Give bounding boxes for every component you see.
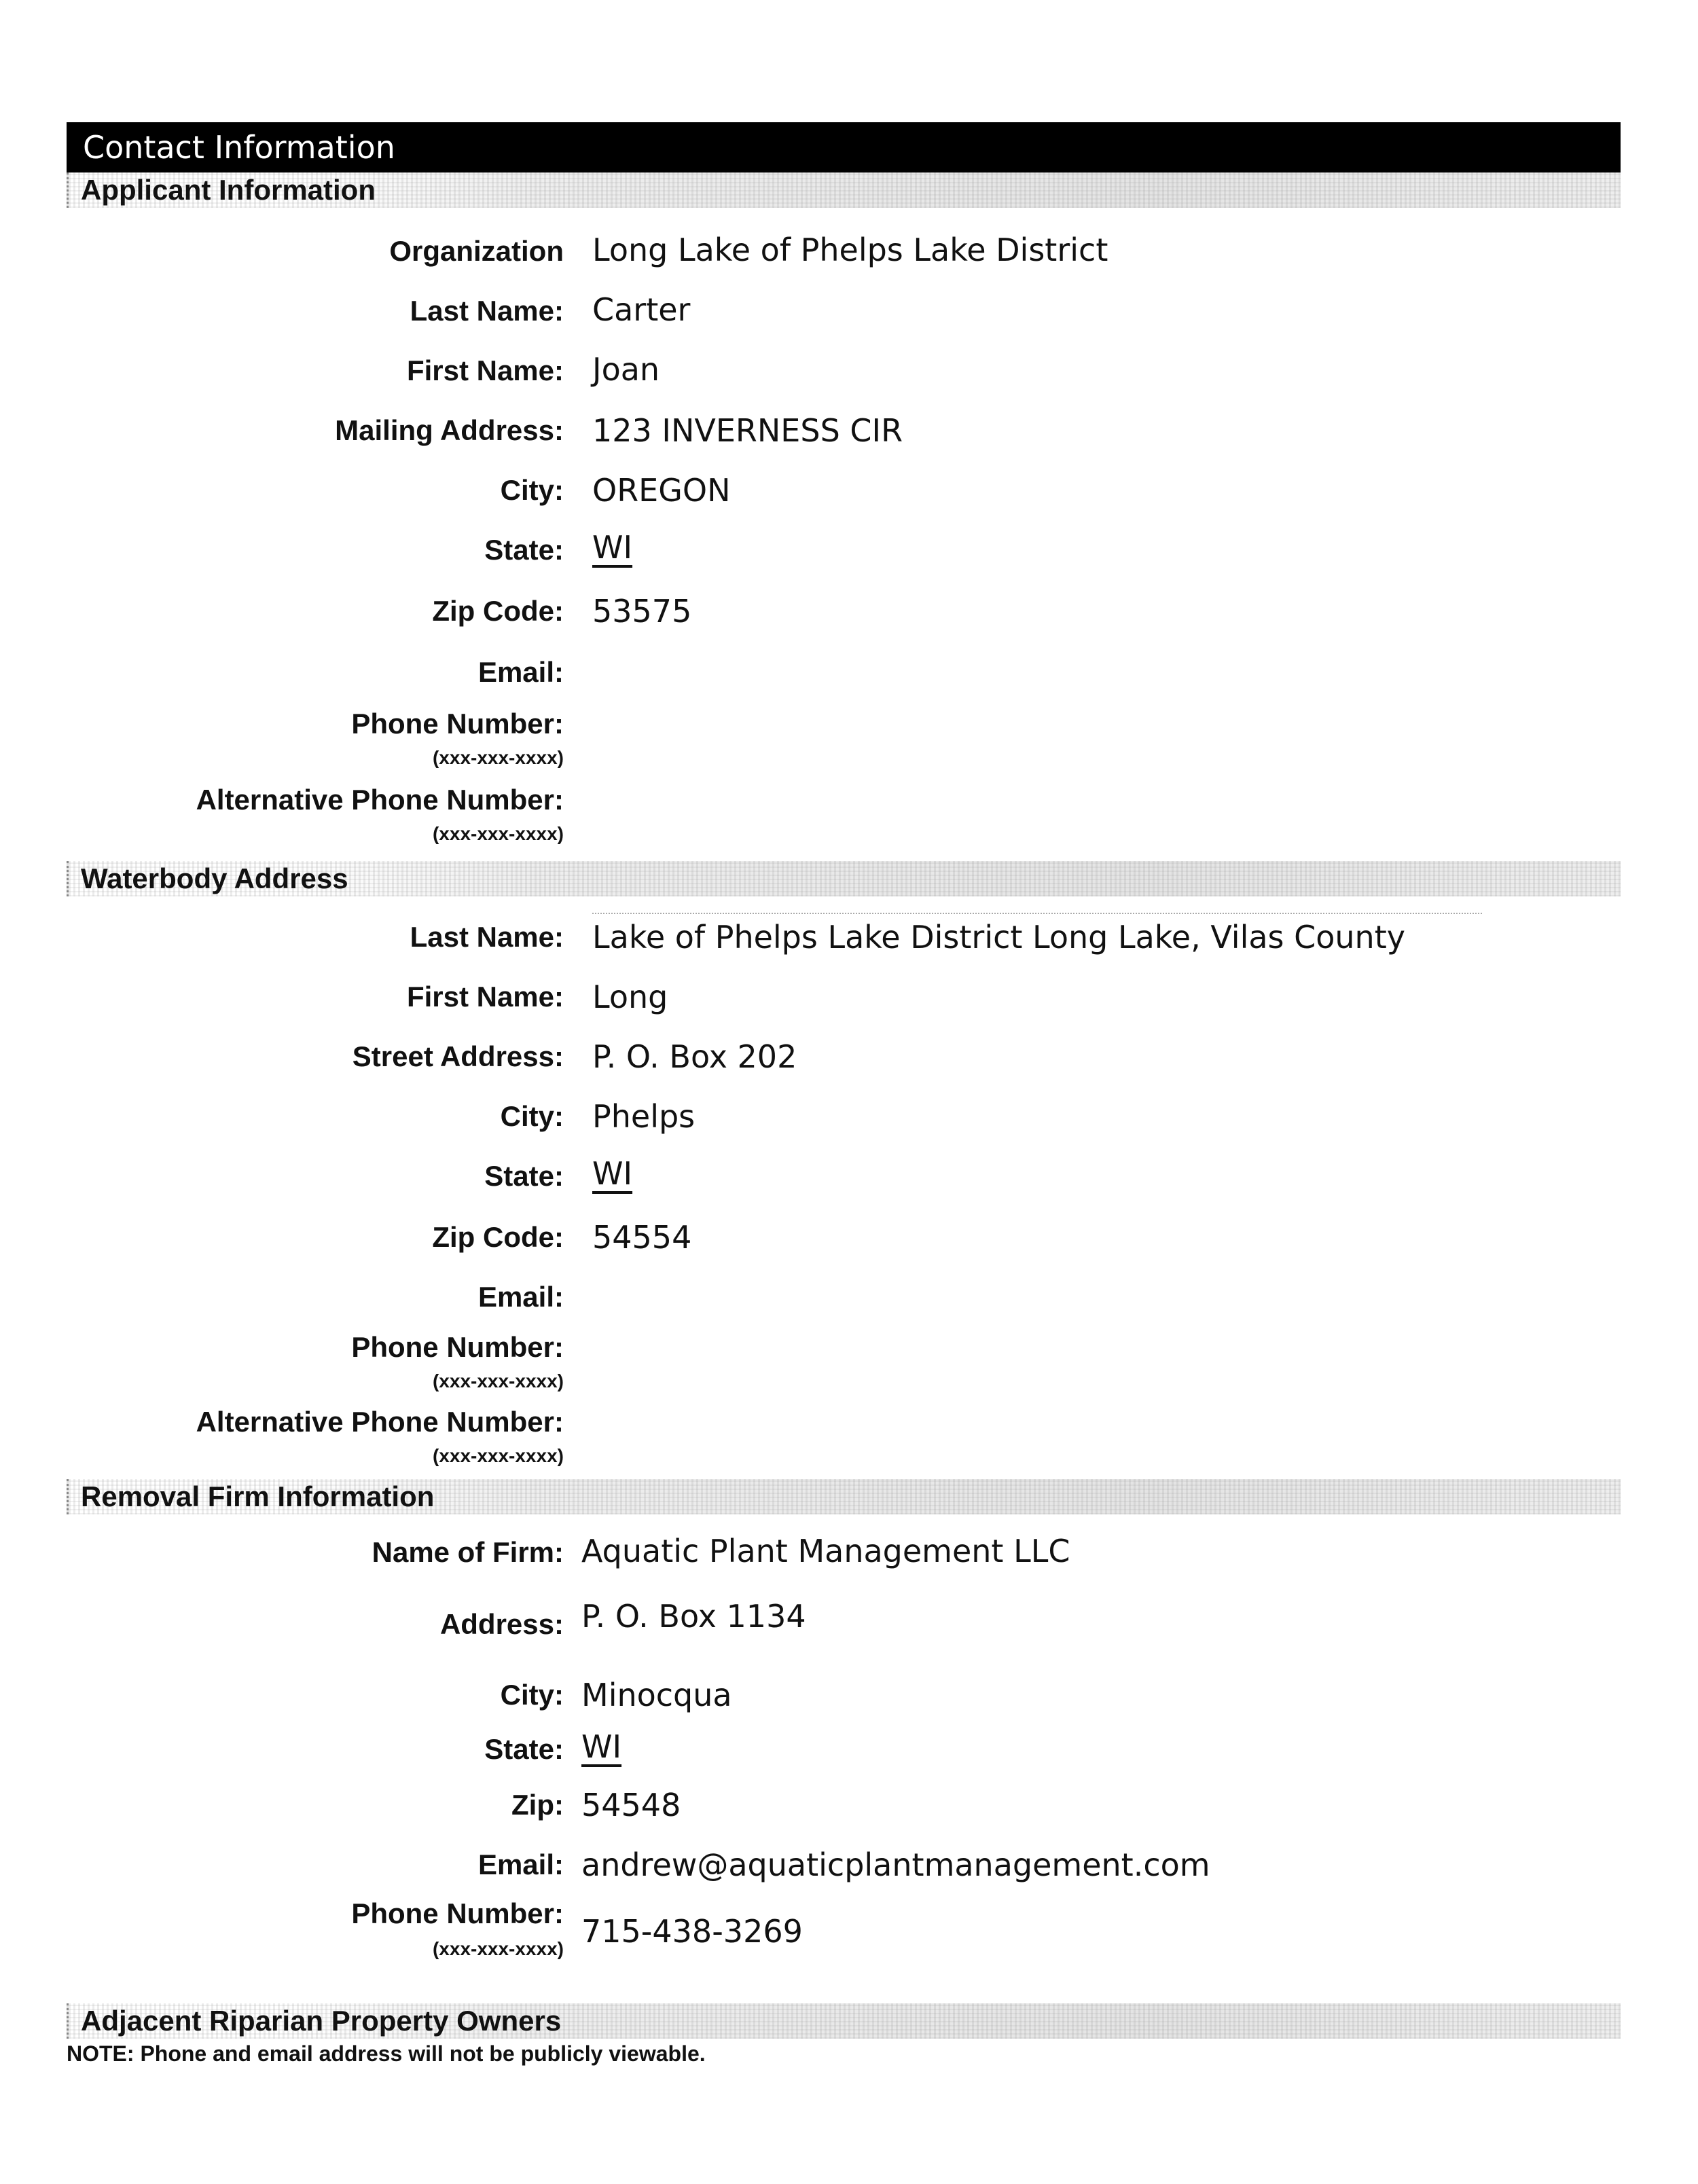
field-label: City: [500, 1100, 564, 1132]
field-label: Zip Code: [432, 1221, 564, 1253]
city-value: OREGON [592, 472, 731, 509]
organization-value: Long Lake of Phelps Lake District [592, 232, 1108, 268]
field-label: Address: [439, 1608, 564, 1640]
field-label: Phone Number: [351, 1897, 564, 1929]
section-title: Adjacent Riparian Property Owners [81, 2005, 562, 2037]
waterbody-first-name-value: Long [592, 979, 668, 1015]
field-label: Organization [389, 235, 564, 267]
street-address-value: P. O. Box 202 [592, 1038, 797, 1075]
field-label: Street Address: [352, 1040, 564, 1072]
field-label: Phone Number: [351, 708, 564, 740]
field-label: Zip Code: [432, 595, 564, 627]
page-title: Contact Information [83, 129, 395, 166]
firm-city-value: Minocqua [581, 1677, 732, 1713]
field-label: State: [484, 1733, 564, 1765]
waterbody-zip-value: 54554 [592, 1219, 692, 1256]
field-label: First Name: [406, 981, 564, 1013]
page-header [67, 122, 1621, 172]
phone-format-hint: (xxx-xxx-xxxx) [432, 1370, 564, 1391]
waterbody-city-value: Phelps [592, 1098, 696, 1135]
firm-zip-value: 54548 [581, 1787, 681, 1823]
field-label: Alternative Phone Number: [196, 784, 564, 816]
phone-format-hint: (xxx-xxx-xxxx) [432, 747, 564, 768]
field-label: Name of Firm: [372, 1536, 564, 1568]
removal-firm-section-header [67, 1479, 1621, 1514]
firm-address-value: P. O. Box 1134 [581, 1598, 806, 1635]
firm-name-value: Aquatic Plant Management LLC [581, 1533, 1070, 1569]
field-label: Zip: [511, 1789, 564, 1821]
first-name-value: Joan [592, 351, 660, 388]
field-label: City: [500, 1679, 564, 1711]
field-label: First Name: [406, 354, 564, 386]
firm-email-value: andrew@aquaticplantmanagement.com [581, 1846, 1210, 1883]
mailing-address-value: 123 INVERNESS CIR [592, 412, 903, 449]
field-label: Email: [477, 1281, 564, 1313]
phone-format-hint: (xxx-xxx-xxxx) [432, 1445, 564, 1466]
field-underline [592, 913, 1482, 914]
state-value: WI [592, 529, 633, 566]
field-label: Last Name: [410, 921, 564, 953]
waterbody-last-name-value: Lake of Phelps Lake District Long Lake, Vilas County [592, 919, 1405, 956]
waterbody-section-header [67, 861, 1621, 896]
field-label: Email: [477, 656, 564, 688]
section-title: Removal Firm Information [81, 1480, 435, 1512]
firm-state-value: WI [581, 1728, 622, 1765]
phone-format-hint: (xxx-xxx-xxxx) [432, 1938, 564, 1959]
field-label: State: [484, 1160, 564, 1192]
firm-phone-value: 715-438-3269 [581, 1913, 803, 1950]
applicant-section-header [67, 172, 1621, 208]
phone-format-hint: (xxx-xxx-xxxx) [432, 823, 564, 844]
privacy-note: NOTE: Phone and email address will not be publicly viewable. [67, 2041, 706, 2066]
field-label: Mailing Address: [335, 414, 564, 446]
last-name-value: Carter [592, 291, 691, 328]
section-title: Applicant Information [81, 174, 376, 206]
field-label: Alternative Phone Number: [196, 1406, 564, 1438]
waterbody-state-value: WI [592, 1155, 633, 1192]
zip-code-value: 53575 [592, 593, 692, 630]
field-label: City: [500, 474, 564, 506]
field-label: Email: [477, 1849, 564, 1880]
field-label: Phone Number: [351, 1331, 564, 1363]
section-title: Waterbody Address [81, 862, 348, 894]
field-label: Last Name: [410, 295, 564, 327]
riparian-section-header [67, 2003, 1621, 2039]
field-label: State: [484, 534, 564, 566]
